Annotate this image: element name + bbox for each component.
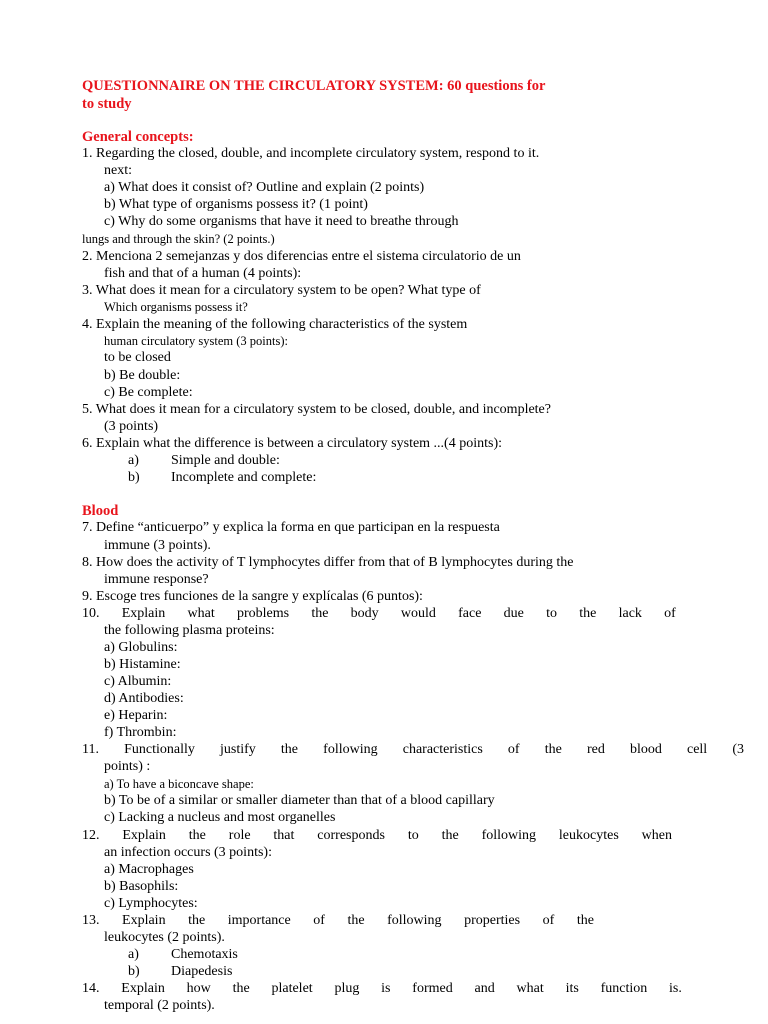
question-1-text: 1. Regarding the closed, double, and incomplete circulatory system, respond to it. (82, 146, 540, 161)
question-14-line-2: temporal (2 points). (104, 998, 215, 1013)
question-13-line-1 (82, 913, 594, 929)
question-14-word: how (186, 981, 211, 996)
question-12-option-a: a) Macrophages (104, 862, 194, 877)
question-10-word: to (546, 606, 558, 621)
document-title-line-2: to study (82, 96, 132, 112)
question-3-line-1: 3. What does it mean for a circulatory system to be open? What type of (82, 283, 481, 298)
question-13-word: 13. (82, 913, 100, 928)
document-title-line-1: QUESTIONNAIRE ON THE CIRCULATORY SYSTEM: 60 questions for (82, 78, 546, 94)
question-1-option-a: a) What does it consist of? Outline and explain (2 points) (104, 180, 425, 195)
question-10-word: 10. (82, 606, 100, 621)
question-3-line-2: Which organisms possess it? (104, 300, 248, 314)
question-12-option-b: b) Basophils: (104, 879, 179, 894)
question-11-option-b: b) To be of a similar or smaller diameter than that of a blood capillary (104, 793, 495, 808)
question-6-option-a-text: Simple and double: (171, 453, 280, 468)
question-7-line-2: immune (3 points). (104, 538, 211, 553)
question-12-word: the (441, 828, 459, 843)
section-heading-general: General concepts: (82, 129, 194, 145)
question-2-line-1: 2. Menciona 2 semejanzas y dos diferencias entre el sistema circulatorio de un (82, 249, 521, 264)
question-10-item-b: b) Histamine: (104, 657, 181, 672)
question-10-word: face (458, 606, 482, 621)
question-4-line-1: 4. Explain the meaning of the following characteristics of the system (82, 317, 468, 332)
question-10-word: of (664, 606, 676, 621)
question-13-word: the (347, 913, 365, 928)
question-10-item-c: c) Albumin: (104, 674, 172, 689)
question-11-word: justify (220, 742, 256, 757)
question-11-word: red (586, 742, 605, 757)
question-6-option-b-label: b) (128, 470, 140, 485)
question-12-option-c: c) Lymphocytes: (104, 896, 198, 911)
question-12-word: to (407, 828, 419, 843)
question-13-option-b-text: Diapedesis (171, 964, 233, 979)
question-10-line-1 (82, 606, 676, 622)
question-14-word: plug (334, 981, 360, 996)
question-4-option-b: b) Be double: (104, 368, 181, 383)
question-11-word: the (280, 742, 299, 757)
question-11-word: (3 (732, 742, 744, 757)
question-14-word: what (516, 981, 544, 996)
question-14-word: 14. (82, 981, 100, 996)
question-6-line-1: 6. Explain what the difference is between a circulatory system ...(4 points): (82, 436, 502, 451)
question-14-word: its (565, 981, 579, 996)
question-13-word: of (313, 913, 325, 928)
question-10-word: Explain (121, 606, 166, 621)
question-1-line-1 (82, 146, 582, 162)
question-12-line-2: an infection occurs (3 points): (104, 845, 272, 860)
question-14-word: is (381, 981, 391, 996)
question-10-word: what (187, 606, 215, 621)
question-11-word: the (544, 742, 562, 757)
question-11-word: of (507, 742, 520, 757)
question-10-item-f: f) Thrombin: (104, 725, 177, 740)
question-10-word: would (400, 606, 436, 621)
question-10-line-2: the following plasma proteins: (104, 623, 275, 638)
question-10-word: due (503, 606, 524, 621)
question-13-option-a-label: a) (128, 947, 139, 962)
question-6-option-b-text: Incomplete and complete: (171, 470, 317, 485)
question-5-line-2: (3 points) (104, 419, 159, 434)
question-12-word: following (481, 828, 537, 843)
question-14-word: and (474, 981, 495, 996)
question-12-word: corresponds (317, 828, 385, 843)
question-11-line-1 (82, 742, 744, 758)
question-8-line-1: 8. How does the activity of T lymphocytes differ from that of B lymphocytes during the (82, 555, 574, 570)
question-1-option-b: b) What type of organisms possess it? (1 point) (104, 197, 368, 212)
question-12-word: Explain (122, 828, 166, 843)
question-1-option-c: c) Why do some organisms that have it need to breathe through (104, 214, 459, 229)
question-4-option-c: c) Be complete: (104, 385, 193, 400)
question-13-word: the (188, 913, 206, 928)
question-13-word: of (542, 913, 555, 928)
question-12-word: the (188, 828, 206, 843)
question-11-word: cell (686, 742, 708, 757)
question-6-option-a-label: a) (128, 453, 139, 468)
question-1-option-c-continued: lungs and through the skin? (2 points.) (82, 232, 275, 246)
question-7-line-1: 7. Define “anticuerpo” y explica la forma en que participan en la respuesta (82, 520, 500, 535)
question-11-option-a: a) To have a biconcave shape: (104, 777, 254, 791)
question-13-word: following (387, 913, 442, 928)
question-10-word: the (579, 606, 597, 621)
question-12-word: leukocytes (558, 828, 619, 843)
question-11-word: blood (629, 742, 662, 757)
question-4-option-a: to be closed (104, 350, 171, 365)
question-11-word: characteristics (402, 742, 483, 757)
question-14-word: platelet (271, 981, 313, 996)
question-10-item-d: d) Antibodies: (104, 691, 184, 706)
question-14-word: is. (669, 981, 682, 996)
question-12-word: when (641, 828, 672, 843)
question-9-line-1: 9. Escoge tres funciones de la sangre y explícalas (6 puntos): (82, 589, 423, 604)
question-11-option-c: c) Lacking a nucleus and most organelles (104, 810, 336, 825)
question-14-word: Explain (121, 981, 165, 996)
question-13-word: the (576, 913, 594, 928)
question-13-line-2: leukocytes (2 points). (104, 930, 225, 945)
question-10-item-e: e) Heparin: (104, 708, 168, 723)
question-11-line-2: points) : (104, 759, 151, 774)
question-1-line-2: next: (104, 163, 132, 178)
question-12-line-1 (82, 828, 672, 844)
section-heading-blood: Blood (82, 503, 119, 519)
question-10-word: body (350, 606, 379, 621)
question-5-line-1: 5. What does it mean for a circulatory system to be closed, double, and incomplete? (82, 402, 551, 417)
question-4-line-2: human circulatory system (3 points): (104, 334, 288, 348)
question-11-word: Functionally (124, 742, 195, 757)
question-10-word: problems (236, 606, 290, 621)
question-14-word: function (600, 981, 648, 996)
question-11-word: 11. (82, 742, 99, 757)
question-14-word: formed (412, 981, 453, 996)
question-10-word: lack (618, 606, 642, 621)
question-13-option-b-label: b) (128, 964, 140, 979)
question-2-line-2: fish and that of a human (4 points): (104, 266, 302, 281)
question-10-item-a: a) Globulins: (104, 640, 178, 655)
question-14-word: the (232, 981, 250, 996)
question-13-word: Explain (122, 913, 166, 928)
question-8-line-2: immune response? (104, 572, 209, 587)
question-12-word: that (273, 828, 295, 843)
question-14-line-1 (82, 981, 682, 997)
question-13-word: properties (464, 913, 521, 928)
question-12-word: role (228, 828, 251, 843)
question-11-word: following (323, 742, 378, 757)
question-13-option-a-text: Chemotaxis (171, 947, 238, 962)
question-10-word: the (311, 606, 329, 621)
question-13-word: importance (227, 913, 291, 928)
question-12-word: 12. (82, 828, 100, 843)
